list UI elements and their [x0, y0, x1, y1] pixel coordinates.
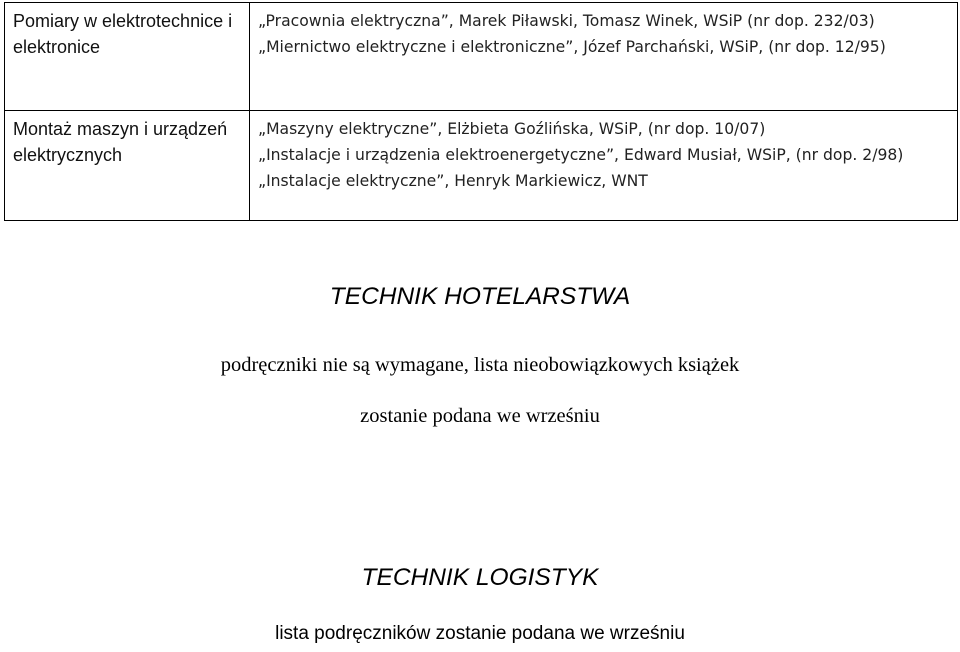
textbook-table [4, 2, 958, 221]
table-row [5, 3, 958, 111]
hotel-note-line-1: podręczniki nie są wymagane, lista nieobowiązkowych książek [220, 354, 740, 376]
books-cell [250, 3, 958, 111]
section-title-hotel: TECHNIK HOTELARSTWA [329, 283, 631, 310]
subject-name: Montaż maszyn i urządzeń elektrycznych [13, 119, 228, 165]
book-entry: „Instalacje elektryczne”, Henryk Markiewicz, WNT [258, 172, 648, 190]
book-entry: „Instalacje i urządzenia elektroenergetyczne”, Edward Musiał, WSiP, (nr dop. 2/98) [258, 146, 904, 164]
subject-name: Pomiary w elektrotechnice i elektronice [13, 11, 233, 57]
book-entry: „Maszyny elektryczne”, Elżbieta Goźlińska, WSiP, (nr dop. 10/07) [258, 120, 766, 138]
subject-cell [5, 3, 250, 111]
subject-cell [5, 111, 250, 221]
book-entry: „Miernictwo elektryczne i elektroniczne”, Józef Parchański, WSiP, (nr dop. 12/95) [258, 38, 886, 56]
section-title-logistics: TECHNIK LOGISTYK [361, 564, 599, 591]
book-entry: „Pracownia elektryczna”, Marek Piławski, Tomasz Winek, WSiP (nr dop. 232/03) [258, 12, 875, 30]
logistics-note: lista podręczników zostanie podana we wrześniu [275, 623, 685, 644]
table-row [5, 111, 958, 221]
books-cell [250, 111, 958, 221]
hotel-note-line-2: zostanie podana we wrześniu [360, 405, 600, 427]
